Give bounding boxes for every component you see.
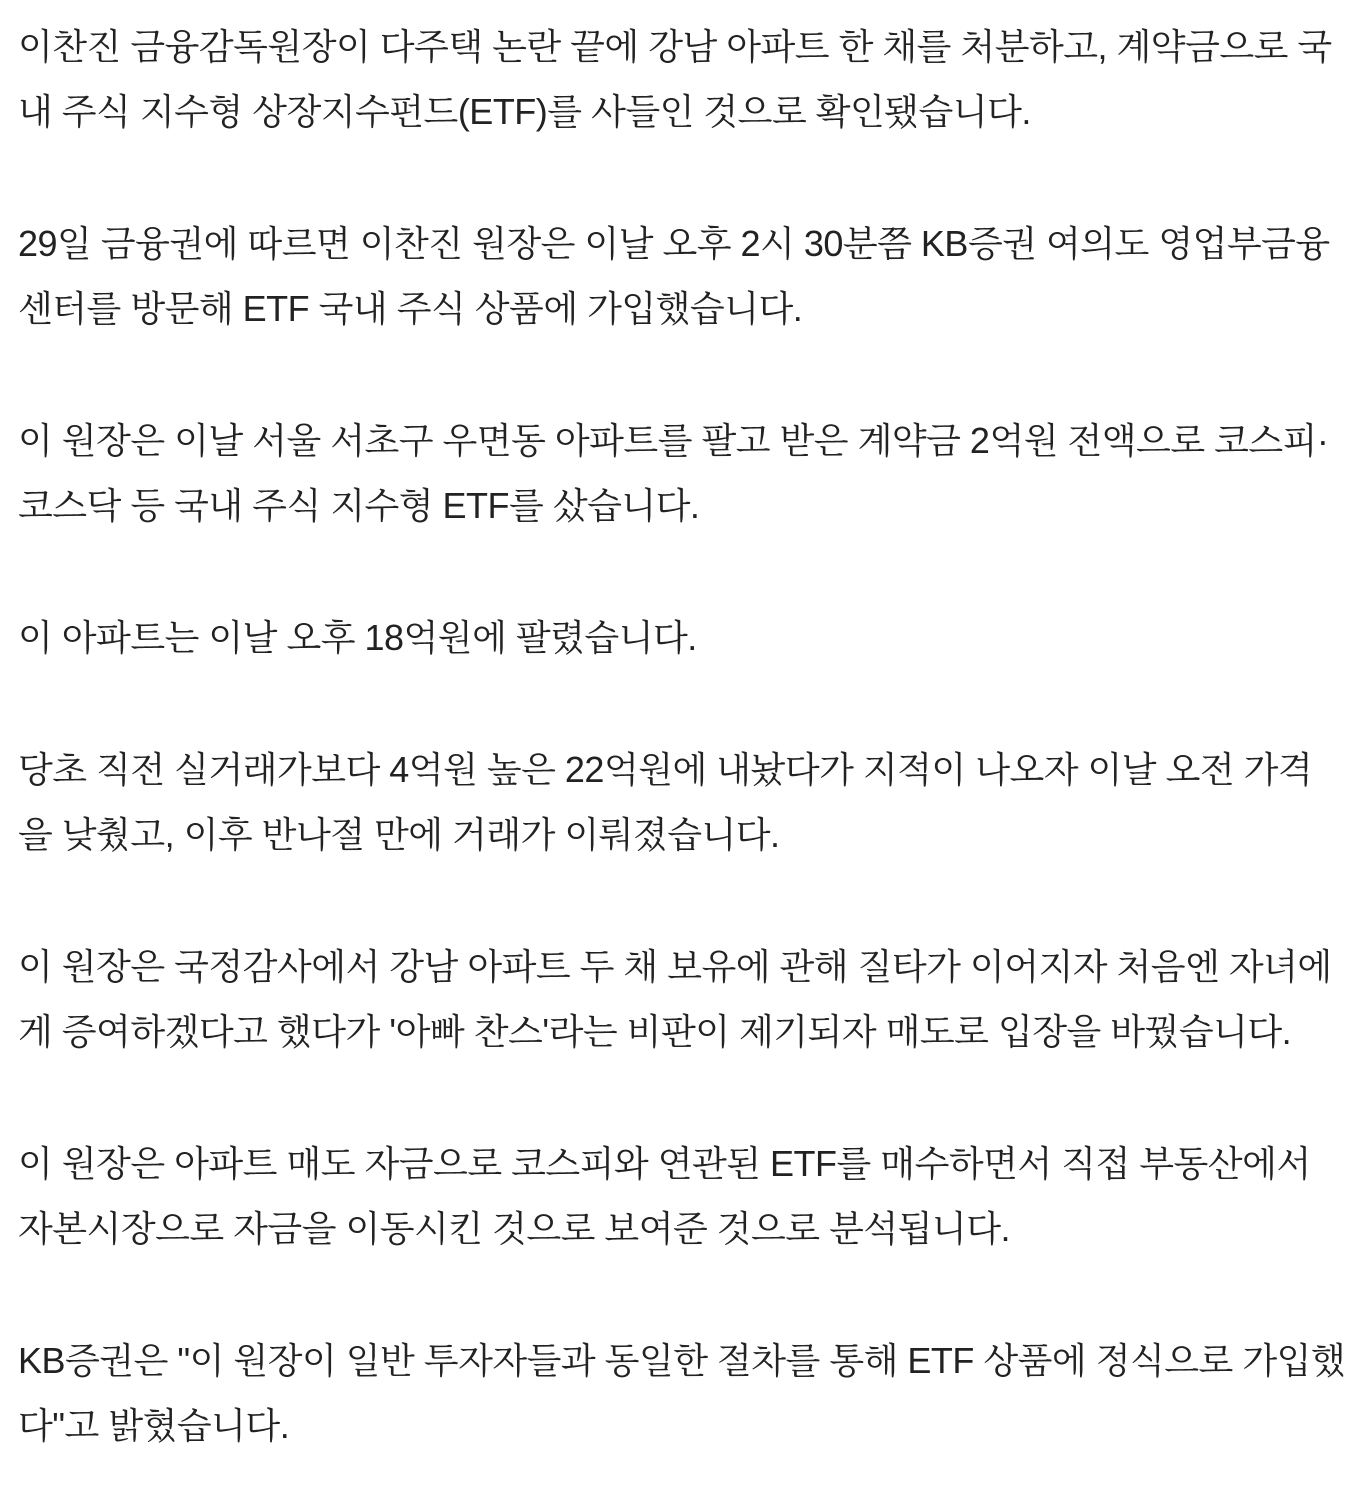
article-paragraph-4: 이 아파트는 이날 오후 18억원에 팔렸습니다. xyxy=(18,617,697,658)
article-paragraph-3: 이 원장은 이날 서울 서초구 우면동 아파트를 팔고 받은 계약금 2억원 전액으로 코스피·코스닥 등 국내 주식 지수형 ETF를 샀습니다. xyxy=(18,420,1329,526)
article-paragraph-6: 이 원장은 국정감사에서 강남 아파트 두 채 보유에 관해 질타가 이어지자 처음엔 자녀에게 증여하겠다고 했다가 '아빠 찬스'라는 비판이 제기되자 매도로 입장을 바꿨습니다. xyxy=(18,946,1332,1052)
article-paragraph-2: 29일 금융권에 따르면 이찬진 원장은 이날 오후 2시 30분쯤 KB증권 여의도 영업부금융센터를 방문해 ETF 국내 주식 상품에 가입했습니다. xyxy=(18,223,1330,329)
article-paragraph-7: 이 원장은 아파트 매도 자금으로 코스피와 연관된 ETF를 매수하면서 직접 부동산에서 자본시장으로 자금을 이동시킨 것으로 보여준 것으로 분석됩니다. xyxy=(18,1143,1311,1249)
article-paragraph-8: KB증권은 "이 원장이 일반 투자자들과 동일한 절차를 통해 ETF 상품에 정식으로 가입했다"고 밝혔습니다. xyxy=(18,1340,1346,1446)
article-paragraph-5: 당초 직전 실거래가보다 4억원 높은 22억원에 내놨다가 지적이 나오자 이날 오전 가격을 낮췄고, 이후 반나절 만에 거래가 이뤄졌습니다. xyxy=(18,749,1313,855)
article-paragraph-1: 이찬진 금융감독원장이 다주택 논란 끝에 강남 아파트 한 채를 처분하고, 계약금으로 국내 주식 지수형 상장지수펀드(ETF)를 사들인 것으로 확인됐습니다. xyxy=(18,26,1332,132)
